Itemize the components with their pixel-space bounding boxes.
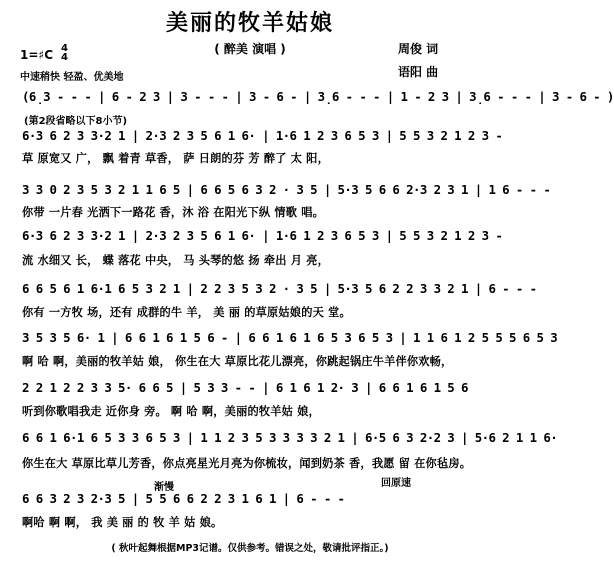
meter-bottom: 4	[61, 52, 68, 63]
notation-line-3: 3 3 0 2 3 5 3 2 1 1 6 5 | 6 6 5 6 3 2 · 3 5 | 5·3 5 6 6 2·3 2 3 1 | 1 6 - - -	[22, 182, 551, 197]
lyric-line-7: 听到你歌唱我走 近你身 旁。 啊 哈 啊，美丽的牧羊姑 娘，	[22, 405, 320, 418]
notation-line-6: 3 5 3 5 6· 1 | 6 6 1 6 1 5 6 - | 6 6 1 6 1 6 5 3 6 5 3 | 1 1 6 1 2 5 5 5 6 5 3	[22, 330, 558, 345]
tempo-marking: 中速稍快 轻盈、优美地	[20, 72, 124, 83]
transcription-note: ( 秋叶起舞根据MP3记谱。仅供参考。错误之处，敬请批评指正。)	[111, 543, 389, 554]
lyric-line-6: 啊 哈 啊，美丽的牧羊姑 娘， 你生在大 草原比花儿漂亮，你跳起锅庄牛羊伴你欢畅，	[22, 355, 453, 368]
return-tempo-mark: 回原速	[381, 478, 411, 489]
repeat-note: (第2段省略以下8小节)	[24, 116, 128, 127]
notation-line-1: (6̣3 - - - | 6 - 2 3 | 3 - - - | 3 - 6 - | 3̣6 - - - | 1 - 2 3 | 3̣6 - - - | 3 - 6 - )	[22, 89, 614, 104]
notation-line-8: 6 6 1 6·1 6 5 3 3 6 5 3 | 1 1 2 3 5 3 3 3 3 2 1 | 6·5 6 3 2·2 3 | 5·6 2 1 1 6·	[22, 430, 558, 445]
lyric-line-9: 啊哈 啊 啊， 我 美 丽 的 牧 羊 姑 娘。	[22, 516, 223, 529]
lyric-line-3: 你带 一片春 光洒下一路花 香，沐 浴 在阳光下纵 情歌 唱。	[22, 206, 324, 219]
notation-line-5: 6 6 5 6 1 6·1 6 5 3 2 1 | 2 2 3 5 3 2 · 3 5 | 5·3 5 6 2 2 3 3 2 1 | 6 - - -	[22, 281, 537, 296]
singer-credit: ( 醉美 演唱 )	[214, 42, 286, 56]
page-title: 美丽的牧羊姑娘	[165, 11, 334, 36]
notation-line-7: 2 2 1 2 2 3 3 5· 6 6 5 | 5 3 3 - - | 6 1 6 1 2· 3 | 6 6 1 6 1 5 6	[22, 380, 468, 395]
lyric-line-5: 你有 一方牧 场，还有 成群的牛 羊， 美 丽 的草原姑娘的天 堂。	[22, 306, 351, 319]
lyricist-credit: 周俊 词	[398, 42, 439, 56]
notation-line-2: 6·3 6 2 3 3·2 1 | 2·3 2 3 5 6 1 6· | 1·6 1 2 3 6 5 3 | 5 5 3 2 1 2 3 -	[22, 128, 503, 143]
slowing-mark: 渐慢	[154, 482, 174, 493]
lyric-line-4: 流 水细又 长， 蝶 落花 中央， 马 头琴的悠 扬 牵出 月 亮，	[22, 254, 329, 267]
time-signature	[61, 44, 68, 62]
meter-top: 4	[61, 43, 68, 54]
lyric-line-2: 草 原宽又 广， 飘 着青 草香， 萨 日朗的芬 芳 醉了 太 阳，	[22, 152, 329, 165]
key-signature: 1=♯C	[20, 48, 54, 62]
notation-line-4: 6·3 6 2 3 3·2 1 | 2·3 2 3 5 6 1 6· | 1·6 1 2 3 6 5 3 | 5 5 3 2 1 2 3 -	[22, 228, 503, 243]
lyric-line-8: 你生在大 草原比草儿芳香，你点亮星光月亮为你梳妆，闻到奶茶 香，我愿 留 在你毡房。	[22, 457, 472, 470]
composer-credit: 语阳 曲	[398, 65, 439, 79]
notation-line-9: 6 6 3 2 3 2·3 5 | 5 5 6 6 2 2 3 1 6 1 | 6 - - -	[22, 491, 345, 506]
